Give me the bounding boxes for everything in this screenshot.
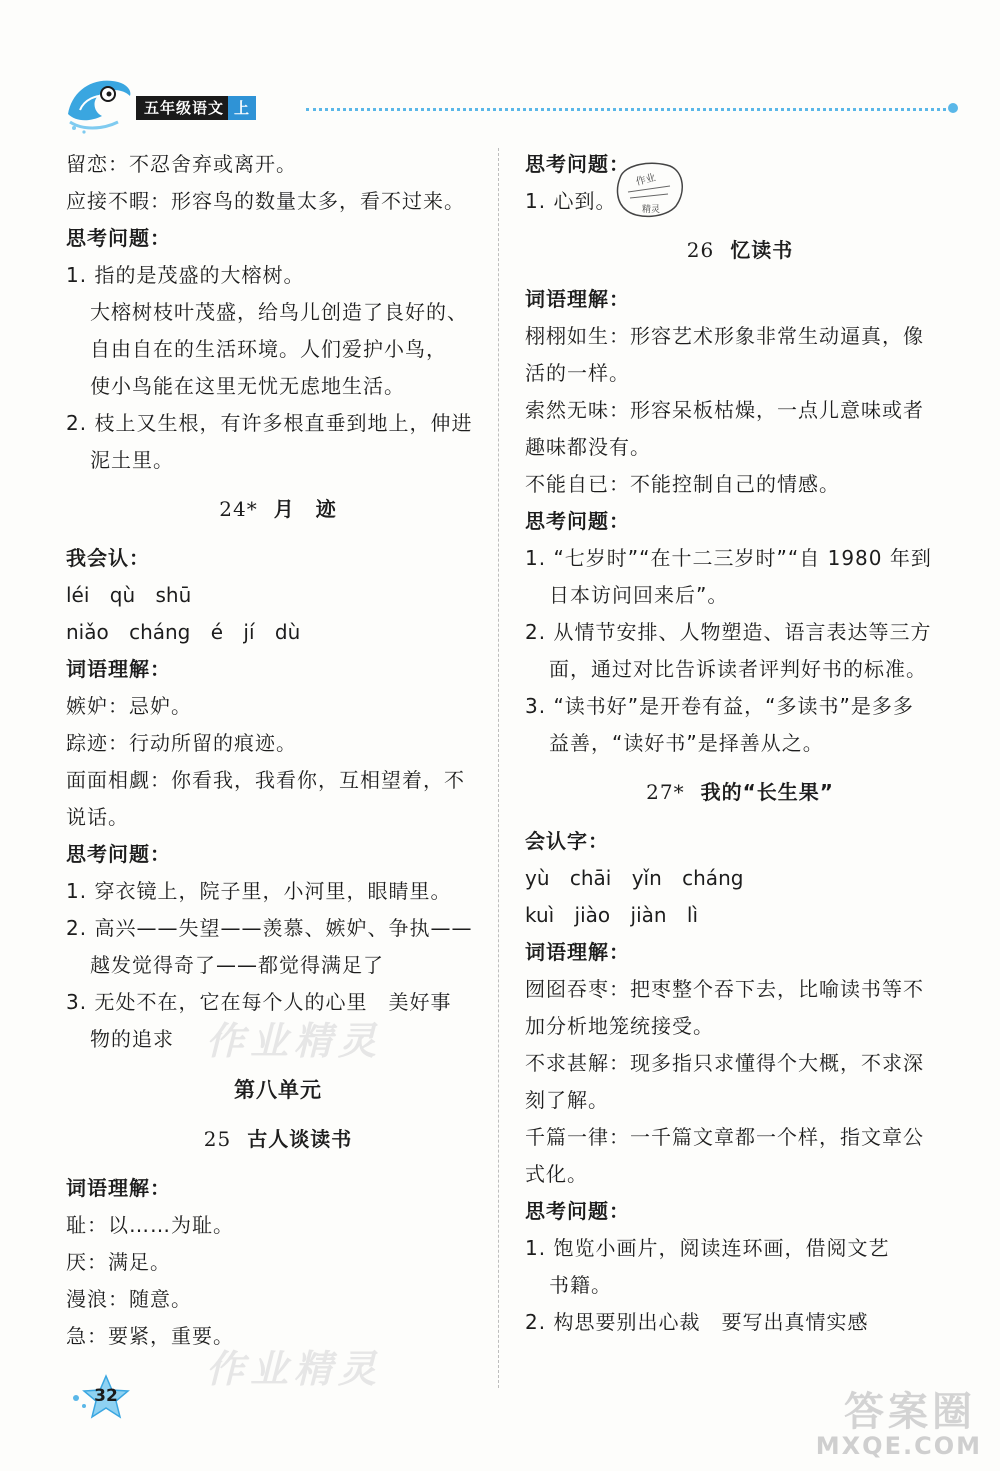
vocab-entry: 活的一样。 xyxy=(525,361,630,385)
left-think-heading: 思考问题： xyxy=(66,226,171,250)
dolphin-logo-icon xyxy=(62,70,134,136)
site-watermark-bottom: MXQE.COM xyxy=(815,1432,982,1460)
vocab-entry: 加分析地笼统接受。 xyxy=(525,1014,714,1038)
lesson-26-number: 26 xyxy=(686,238,715,262)
lesson-25-title xyxy=(66,1121,490,1158)
vocab-entry: 式化。 xyxy=(525,1162,588,1186)
vocab-entry: 厌：满足。 xyxy=(66,1250,171,1274)
vocab-entry: 留恋：不忍舍弃或离开。 xyxy=(66,152,297,176)
vocab-entry: 漫浪：随意。 xyxy=(66,1287,192,1311)
grade-label: 五年级语文 xyxy=(144,99,225,117)
lesson-25-vocab-list xyxy=(66,1207,490,1355)
lesson-27-name: 我的“长生果” xyxy=(700,780,834,804)
lesson-24-name: 月 迹 xyxy=(273,497,337,521)
lesson-26-think-list xyxy=(525,540,955,762)
answer-line: 1. 饱览小画片，阅读连环画，借阅文艺 xyxy=(525,1236,890,1260)
lesson-27-think-heading: 思考问题： xyxy=(525,1199,630,1223)
lesson-26-think-heading: 思考问题： xyxy=(525,509,630,533)
lesson-27-think-list xyxy=(525,1230,955,1341)
lesson-24-recognize-heading: 我会认： xyxy=(66,546,150,570)
answer-line: 2. 枝上又生根，有许多根直垂到地上，伸进 xyxy=(66,411,473,435)
vocab-entry: 急：要紧，重要。 xyxy=(66,1324,234,1348)
unit-title: 第八单元 xyxy=(234,1078,322,1102)
answer-line: 2. 高兴——失望——羡慕、嫉妒、争执—— xyxy=(66,916,473,940)
vocab-entry: 踪迹：行动所留的痕迹。 xyxy=(66,731,297,755)
left-column xyxy=(66,146,490,1355)
right-column xyxy=(525,146,955,1341)
answer-line: 书籍。 xyxy=(549,1273,612,1297)
answer-line: 使小鸟能在这里无忧无虑地生活。 xyxy=(90,374,405,398)
column-divider xyxy=(498,148,499,1388)
left-top-entries xyxy=(66,146,490,220)
svg-text:作业: 作业 xyxy=(634,172,657,189)
lesson-27-vocab-list xyxy=(525,971,955,1193)
vocab-entry: 趣味都没有。 xyxy=(525,435,651,459)
vocab-entry: 不能自已：不能控制自己的情感。 xyxy=(525,472,840,496)
vocab-entry: 耻：以……为耻。 xyxy=(66,1213,234,1237)
lesson-24-title xyxy=(66,491,490,528)
page-number: 32 xyxy=(94,1386,118,1406)
answer-line: 越发觉得奇了——都觉得满足了 xyxy=(90,953,384,977)
answer-line: 2. 构思要别出心裁 要写出真情实感 xyxy=(525,1310,869,1334)
answer-line: 益善，“读好书”是择善从之。 xyxy=(549,731,824,755)
pinyin-line: niǎo cháng é jí dù xyxy=(66,620,301,644)
lesson-24-vocab-list xyxy=(66,688,490,836)
lesson-27-title xyxy=(525,774,955,811)
lesson-27-vocab-heading: 词语理解： xyxy=(525,940,630,964)
pinyin-line: yù chāi yǐn cháng xyxy=(525,866,744,890)
grade-badge xyxy=(136,96,256,120)
answer-line: 1. 心到。 xyxy=(525,189,617,213)
answer-line: 面，通过对比告诉读者评判好书的标准。 xyxy=(549,657,927,681)
lesson-27-recognize-heading: 会认字： xyxy=(525,829,609,853)
answer-line: 泥土里。 xyxy=(90,448,174,472)
homework-stamp-icon xyxy=(612,158,688,222)
lesson-24-vocab-heading: 词语理解： xyxy=(66,657,171,681)
answer-line: 1. 穿衣镜上，院子里，小河里，眼睛里。 xyxy=(66,879,452,903)
lesson-25-number: 25 xyxy=(203,1127,232,1151)
watermark-text: 作业精灵 xyxy=(206,1018,383,1063)
vocab-entry: 索然无味：形容呆板枯燥，一点儿意味或者 xyxy=(525,398,924,422)
vocab-entry: 刻了解。 xyxy=(525,1088,609,1112)
vocab-entry: 嫉妒：忌妒。 xyxy=(66,694,192,718)
lesson-25-name: 古人谈读书 xyxy=(247,1127,353,1151)
vocab-entry: 栩栩如生：形容艺术形象非常生动逼真，像 xyxy=(525,324,924,348)
lesson-26-title xyxy=(525,232,955,269)
lesson-24-pinyin xyxy=(66,577,490,651)
watermark-text: 作业精灵 xyxy=(206,1346,383,1391)
right-think-list xyxy=(525,183,955,220)
answer-line: 1. 指的是茂盛的大榕树。 xyxy=(66,263,305,287)
vocab-entry: 不求甚解：现多指只求懂得个大概，不求深 xyxy=(525,1051,924,1075)
lesson-26-name: 忆读书 xyxy=(730,238,794,262)
vocab-entry: 应接不暇：形容鸟的数量太多，看不过来。 xyxy=(66,189,465,213)
header-dotted-line xyxy=(306,108,952,111)
site-watermark xyxy=(796,1380,986,1462)
pinyin-line: léi qù shū xyxy=(66,583,192,607)
answer-line: 1. “七岁时”“在十二三岁时”“自 1980 年到 xyxy=(525,546,932,570)
vocab-entry: 千篇一律：一千篇文章都一个样，指文章公 xyxy=(525,1125,924,1149)
answer-line: 3. “读书好”是开卷有益，“多读书”是多多 xyxy=(525,694,914,718)
answer-line: 3. 无处不在，它在每个人的心里 美好事 xyxy=(66,990,452,1014)
answer-line: 物的追求 xyxy=(90,1027,174,1051)
answer-line: 日本访问回来后”。 xyxy=(549,583,729,607)
answer-line: 自由自在的生活环境。人们爱护小鸟， xyxy=(90,337,447,361)
lesson-26-vocab-list xyxy=(525,318,955,503)
site-watermark-top: 答案圈 xyxy=(844,1389,976,1435)
lesson-27-pinyin xyxy=(525,860,955,934)
lesson-26-vocab-heading: 词语理解： xyxy=(525,287,630,311)
lesson-24-think-heading: 思考问题： xyxy=(66,842,171,866)
right-think-heading: 思考问题： xyxy=(525,152,630,176)
vocab-entry: 囫囵吞枣：把枣整个吞下去，比喻读书等不 xyxy=(525,977,924,1001)
lesson-25-vocab-heading: 词语理解： xyxy=(66,1176,171,1200)
pinyin-line: kuì jiào jiàn lì xyxy=(525,903,699,927)
vocab-entry: 说话。 xyxy=(66,805,129,829)
vocab-entry: 面面相觑：你看我，我看你，互相望着，不 xyxy=(66,768,465,792)
answer-line: 2. 从情节安排、人物塑造、语言表达等三方 xyxy=(525,620,932,644)
lesson-24-number: 24* xyxy=(219,497,258,521)
lesson-27-number: 27* xyxy=(646,780,685,804)
svg-text:精灵: 精灵 xyxy=(642,205,661,215)
answer-line: 大榕树枝叶茂盛，给鸟儿创造了良好的、 xyxy=(90,300,468,324)
left-think-list xyxy=(66,257,490,479)
header-dot xyxy=(948,103,958,113)
page-header xyxy=(60,70,960,140)
page-number-badge xyxy=(66,1372,138,1424)
volume-label: 上 xyxy=(228,96,256,120)
